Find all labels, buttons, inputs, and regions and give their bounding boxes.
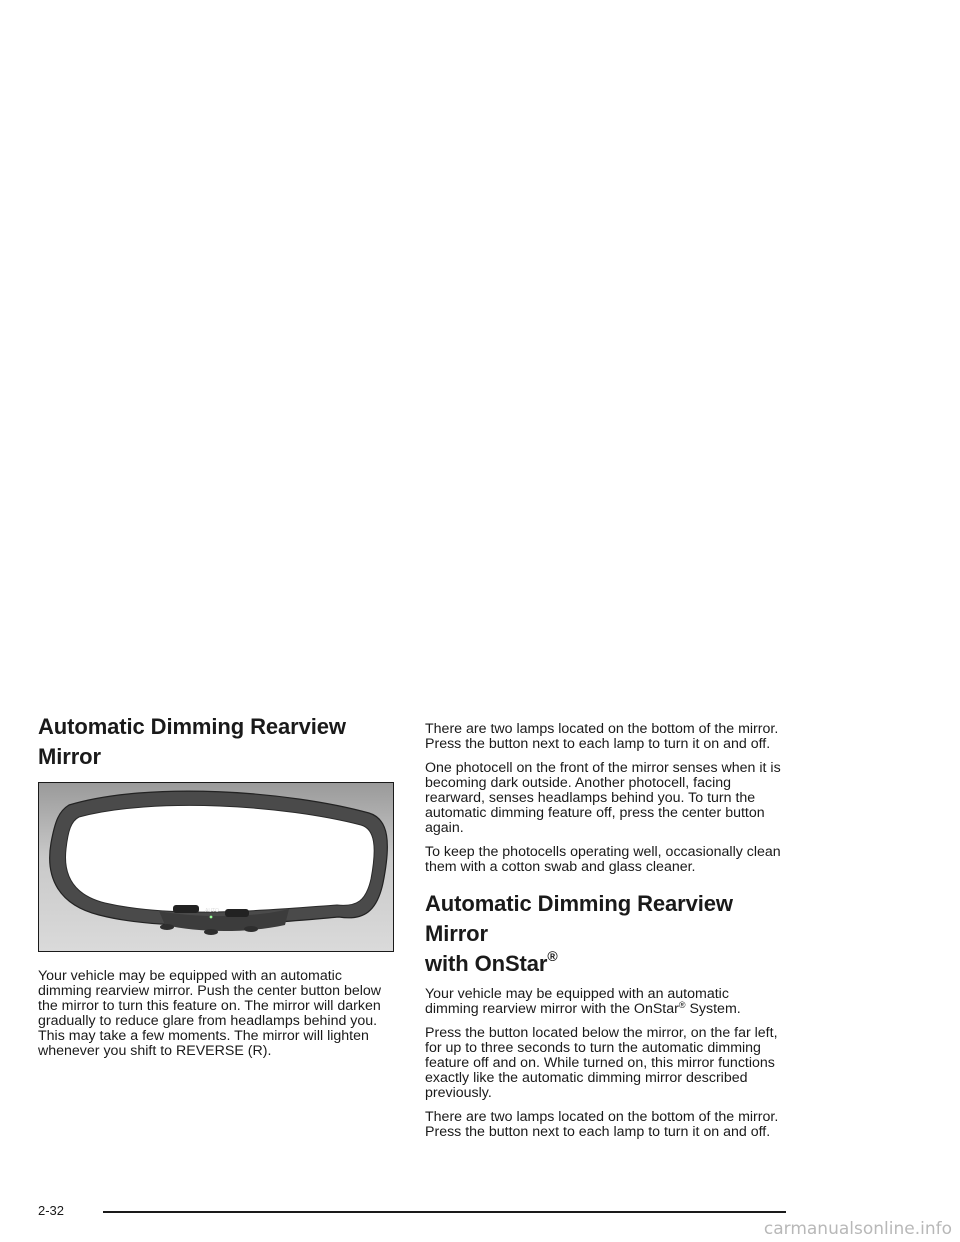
section-heading-mirror: Automatic Dimming Rearview Mirror: [38, 714, 346, 769]
right-column: [425, 722, 785, 1149]
onstar-paragraph: [425, 987, 785, 1017]
heading-line-1: Automatic Dimming Rearview Mirror: [425, 891, 733, 946]
onstar-button-paragraph: Press the button located below the mirror, on the far left, for up to three seconds to turn the automatic dimming feature off and on. While turned on, this mirror functions exactly like the automatic dimming mirror described previously.: [425, 1025, 778, 1101]
auto-label: AUTO: [205, 908, 220, 914]
page-number: 2-32: [38, 1203, 65, 1218]
photocell-paragraph: One photocell on the front of the mirror senses when it is becoming dark outside. Another photocell, facing rearward, senses headlamps behind you. To turn the automatic dimming feature off, press the center button again.: [425, 760, 781, 836]
rearview-mirror-illustration: [39, 783, 394, 952]
heading-line-2: with OnStar: [425, 951, 548, 976]
onstar-text-end: System.: [685, 1001, 741, 1017]
registered-mark: ®: [547, 948, 558, 964]
registered-mark-small: ®: [678, 1000, 686, 1010]
mirror-figure: [38, 782, 394, 952]
onstar-lamps-paragraph: There are two lamps located on the bottom of the mirror. Press the button next to each lamp to turn it on and off.: [425, 1109, 779, 1140]
cleaning-paragraph: To keep the photocells operating well, occasionally clean them with a cotton swab and glass cleaner.: [425, 844, 781, 875]
onstar-text: Your vehicle may be equipped with an automatic dimming rearview mirror with the OnStar: [425, 986, 729, 1017]
left-column: [38, 712, 394, 1068]
watermark: carmanualsonline.info: [763, 1219, 952, 1239]
mirror-description: Your vehicle may be equipped with an automatic dimming rearview mirror. Push the center button below the mirror to turn this feature on. The mirror will darken gradually to reduce glare from headlamps behind you. This may take a few moments. The mirror will lighten whenever you shift to REVERSE (R).: [38, 968, 382, 1059]
footer-rule: [103, 1211, 786, 1213]
section-heading-onstar-mirror: [425, 889, 785, 979]
lamps-paragraph: There are two lamps located on the bottom of the mirror. Press the button next to each lamp to turn it on and off.: [425, 721, 779, 752]
